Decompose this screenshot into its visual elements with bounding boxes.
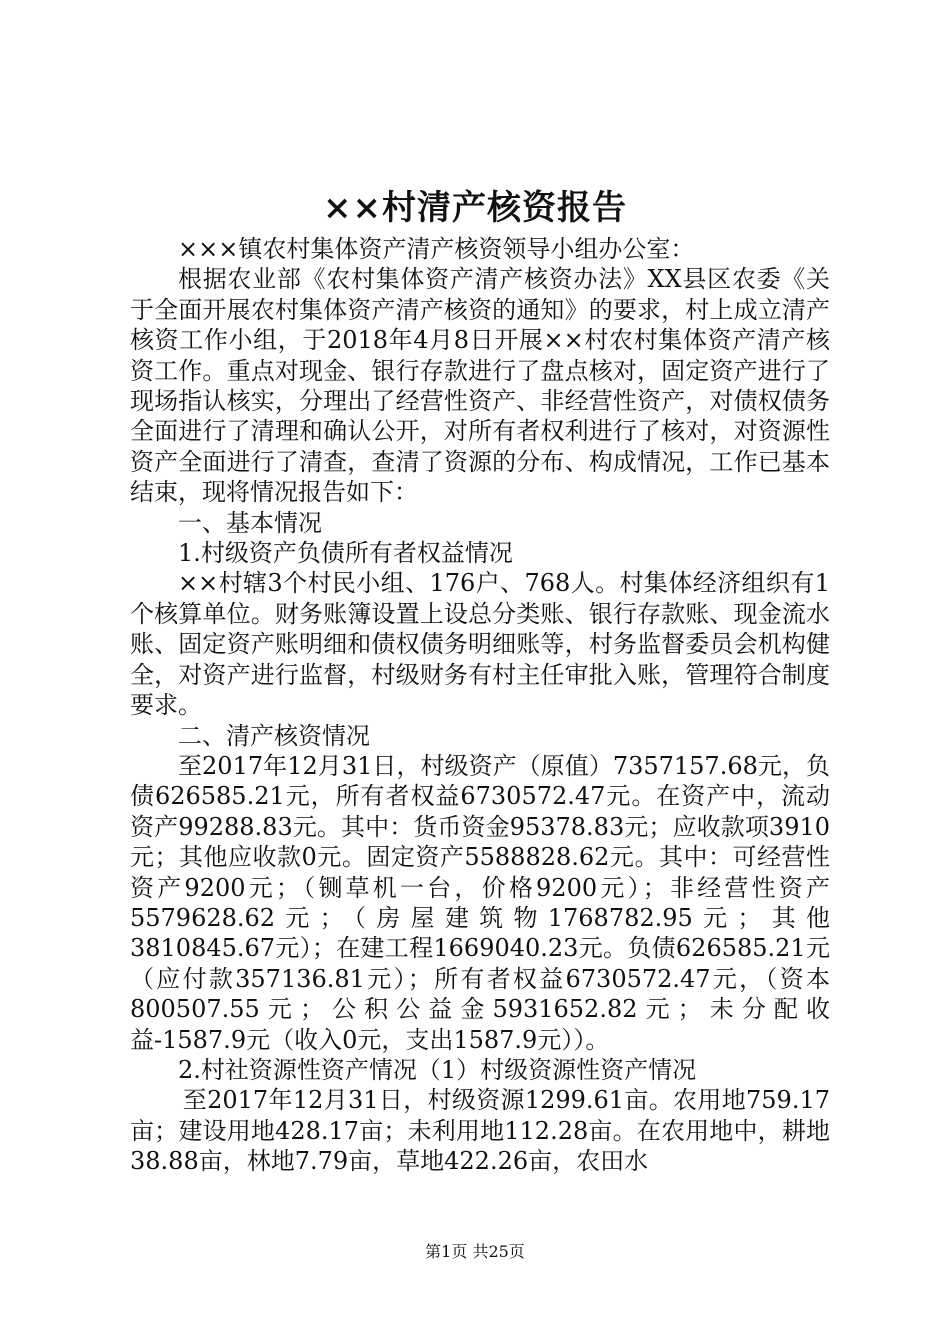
salutation: ×××镇农村集体资产清产核资领导小组办公室： — [178, 235, 695, 263]
page-footer: 第1页 共25页 — [425, 1242, 525, 1261]
section-heading-audit: 二、清产核资情况 — [178, 721, 370, 750]
document-title: ××村清产核资报告 — [323, 188, 627, 228]
paragraph-audit-figures: 至2017年12月31日，村级资产（原值）7357157.68元，负债626585.21元，所有者权益6730572.47元。在资产中，流动资产99288.83元。其中：货币资金95378.83元；应收款项3910元；其他应收款0元。固定资产5588828.62元。其中：可经营性资产9200元；（铡草机一台，价格9200元）；非经营性资产5579628.62元；（房屋建筑物1768782.95元；其他3810845.67元）；在建工程1669040.23元。负债626585.21元（应付款357136.81元）；所有者权益6730572.47元，（资本800507.55元；公积公益金5931652.82元；未分配收益-1587.9元（收入0元，支出1587.9元））。 — [130, 751, 830, 1054]
paragraph-basic-info: ××村辖3个村民小组、176户、768人。村集体经济组织有1个核算单位。财务账簿设置上设总分类账、银行存款账、现金流水账、固定资产账明细和债权债务明细账等，村务监督委员会机构健全，对资产进行监督，村级财务有村主任审批入账，管理符合制度要求。 — [130, 569, 830, 720]
subsection-heading-assets: 1.村级资产负债所有者权益情况 — [178, 539, 513, 568]
paragraph-intro: 根据农业部《农村集体资产清产核资办法》XX县区农委《关于全面开展农村集体资产清产核资的通知》的要求，村上成立清产核资工作小组，于2018年4月8日开展××村农村集体资产清产核资工作。重点对现金、银行存款进行了盘点核对，固定资产进行了现场指认核实，分理出了经营性资产、非经营性资产，对债权债务全面进行了清理和确认公开，对所有者权利进行了核对，对资源性资产全面进行了清查，查清了资源的分布、构成情况，工作已基本结束，现将情况报告如下： — [130, 265, 830, 507]
document-body — [130, 234, 830, 1177]
subsection-heading-resources: 2.村社资源性资产情况（1）村级资源性资产情况 — [178, 1055, 697, 1084]
paragraph-resources: 至2017年12月31日，村级资源1299.61亩。农用地759.17亩；建设用地428.17亩；未利用地112.28亩。在农用地中，耕地38.88亩，林地7.79亩，草地422.26亩，农田水 — [130, 1086, 830, 1176]
section-heading-basic: 一、基本情况 — [178, 508, 322, 537]
